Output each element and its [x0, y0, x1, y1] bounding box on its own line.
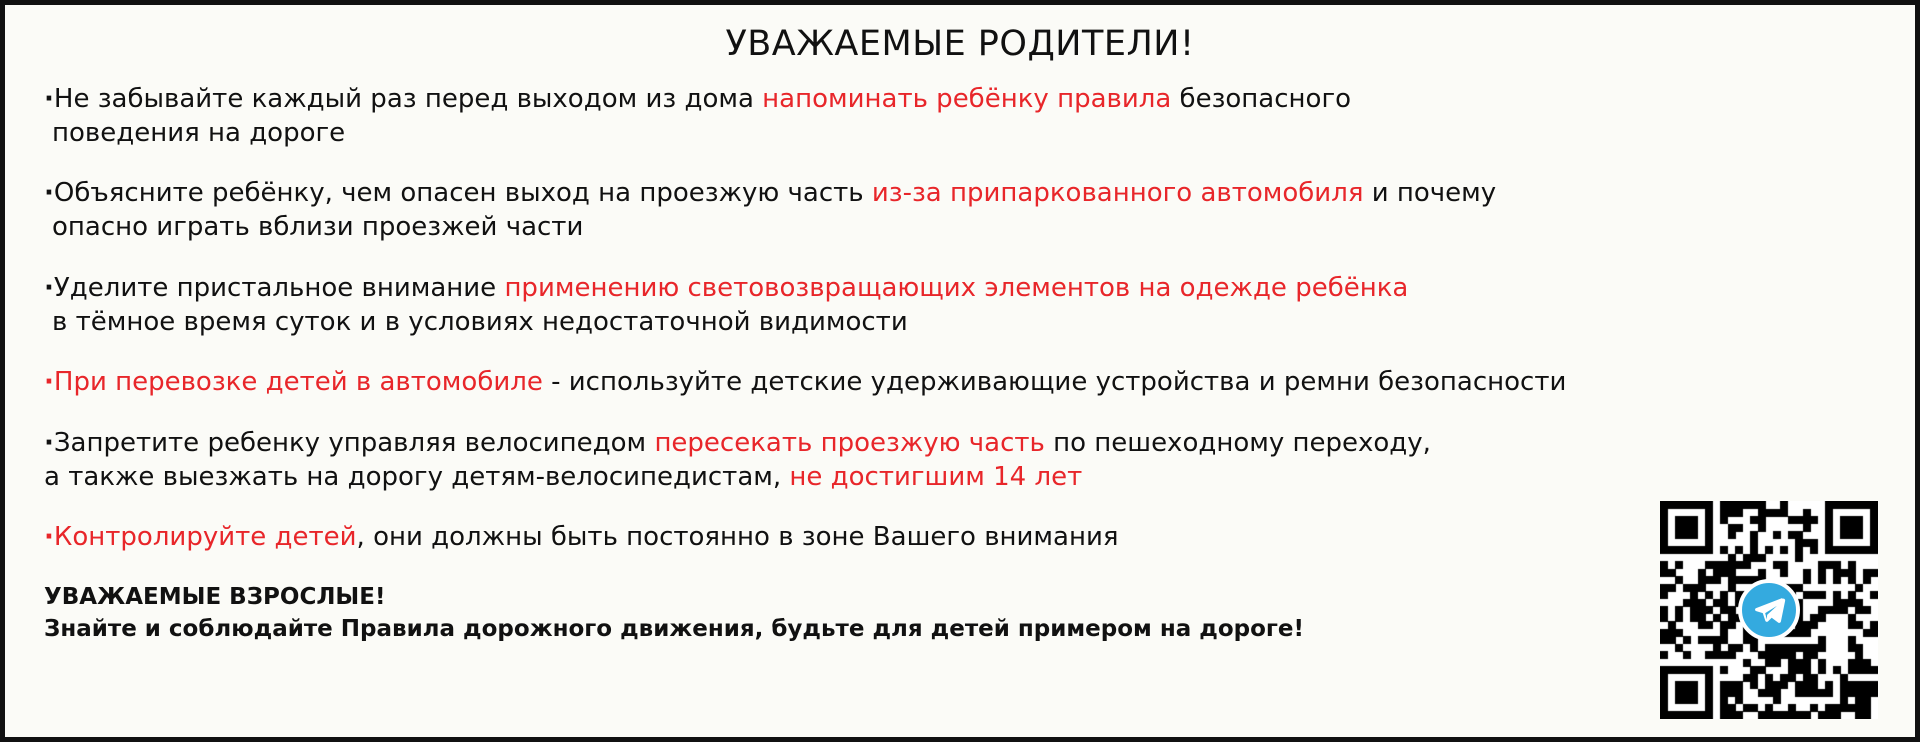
- item-2-text-post: и почему: [1363, 178, 1497, 209]
- footer-line-2: Знайте и соблюдайте Правила дорожного движения, будьте для детей примером на дороге!: [44, 616, 1304, 643]
- item-3-text-pre: Уделите пристальное внимание: [53, 272, 505, 303]
- item-3-text-accent: применению световозвращающих элементов на одежде ребёнка: [504, 272, 1409, 303]
- bullet-dot: ·: [44, 367, 54, 398]
- list-item: [44, 365, 1880, 399]
- item-5-text-line2-accent: не достигшим 14 лет: [789, 462, 1083, 492]
- item-3-text-line2: в тёмное время суток и в условиях недостаточной видимости: [52, 307, 908, 338]
- item-1-text-line2: поведения на дороге: [52, 117, 346, 148]
- item-5-text-post: по пешеходному переходу,: [1044, 427, 1431, 458]
- list-item: [44, 82, 1684, 151]
- list-item: [44, 271, 1684, 340]
- item-2-text-accent: из-за припаркованного автомобиля: [871, 178, 1364, 209]
- list-item: [44, 520, 1880, 554]
- item-1-text-accent: напоминать ребёнку правила: [762, 83, 1172, 114]
- item-6-text-post: , они должны быть постоянно в зоне Вашего внимания: [356, 522, 1119, 553]
- qr-code[interactable]: [1660, 501, 1878, 719]
- page-title: УВАЖАЕМЫЕ РОДИТЕЛИ!: [725, 24, 1195, 64]
- bullet-dot: ·: [44, 83, 54, 114]
- item-5-text-line2-pre: а также выезжать на дорогу детям-велосипедистам,: [44, 462, 790, 492]
- item-2-text-line2: опасно играть вблизи проезжей части: [52, 212, 584, 243]
- item-2-text-pre: Объясните ребёнку, чем опасен выход на проезжую часть: [53, 178, 872, 209]
- poster-content: [0, 64, 1920, 646]
- bullet-dot: ·: [44, 178, 54, 209]
- item-1-text-pre: Не забывайте каждый раз перед выходом из дома: [53, 83, 763, 114]
- footer-block: [44, 581, 1880, 646]
- bullet-dot: ·: [44, 427, 54, 458]
- bullet-dot: ·: [44, 272, 54, 303]
- item-4-text-accent: При перевозке детей в автомобиле: [53, 367, 543, 398]
- item-1-text-post: безопасного: [1171, 83, 1352, 114]
- item-4-text-post: - используйте детские удерживающие устройства и ремни безопасности: [542, 367, 1567, 398]
- item-5-text-pre: Запретите ребенку управляя велосипедом: [53, 427, 655, 458]
- list-item: [44, 426, 1684, 495]
- item-5-line2: [44, 460, 1684, 494]
- footer-line-1: УВАЖАЕМЫЕ ВЗРОСЛЫЕ!: [44, 583, 386, 610]
- telegram-icon: [1738, 579, 1800, 641]
- bullet-dot: ·: [44, 522, 54, 553]
- list-item: [44, 176, 1684, 245]
- item-6-text-accent: Контролируйте детей: [53, 522, 357, 553]
- item-5-text-accent: пересекать проезжую часть: [654, 427, 1045, 458]
